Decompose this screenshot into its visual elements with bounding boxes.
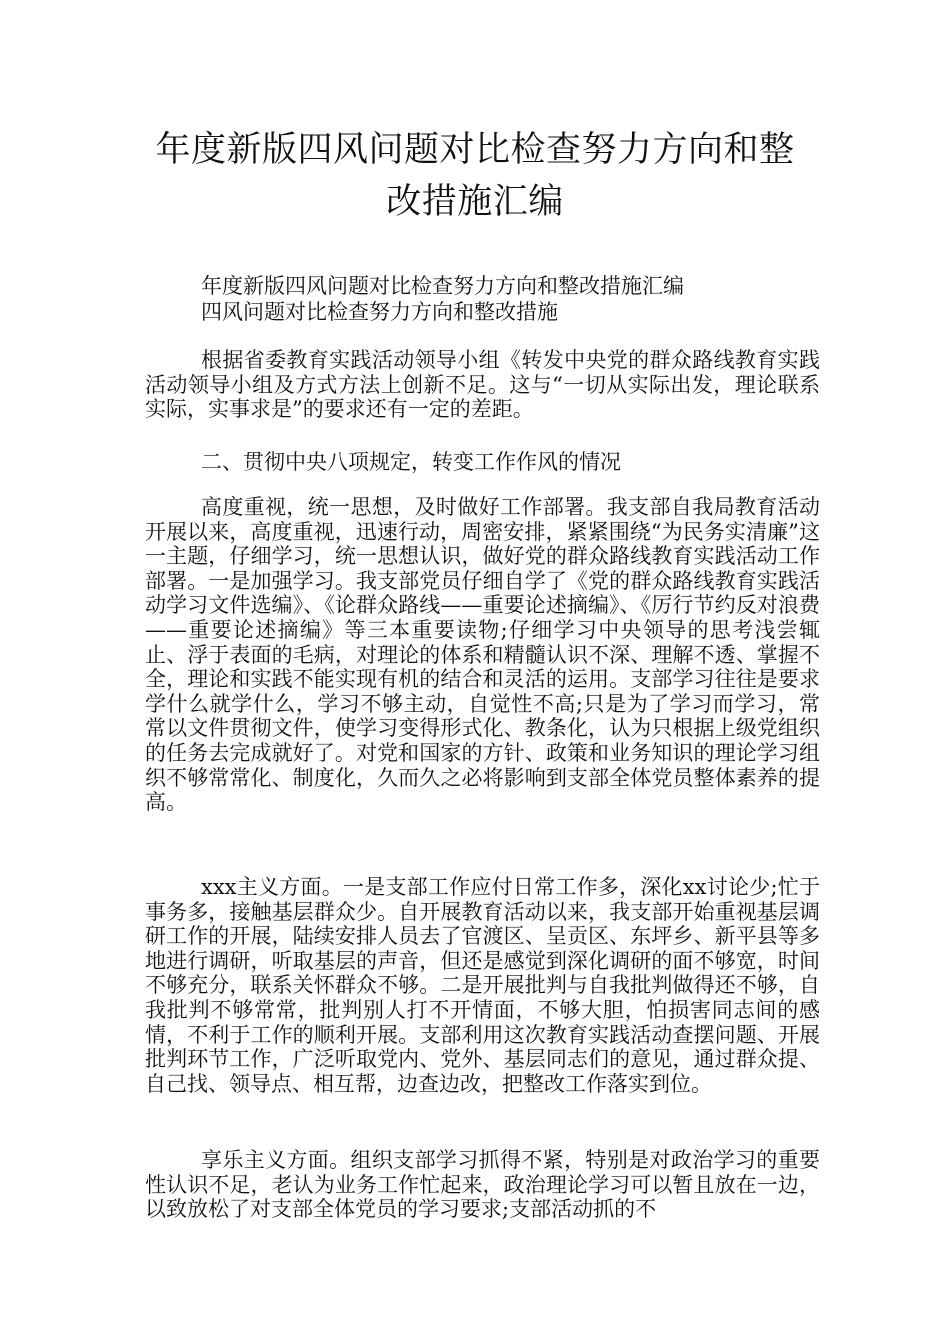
paragraph-4: 享乐主义方面。组织支部学习抓得不紧，特别是对政治学习的重要性认识不足，老认为业务工作忙起来，政治理论学习可以暂且放在一边，以致放松了对支部全体党员的学习要求;支部活动抓的不 (145, 1148, 820, 1222)
paragraph-1: 根据省委教育实践活动领导小组《转发中央党的群众路线教育实践活动领导小组及方式方法上创新不足。这与“一切从实际出发，理论联系实际，实事求是”的要求还有一定的差距。 (145, 348, 820, 422)
document-subtitle-1: 年度新版四风问题对比检查努力方向和整改措施汇编 (201, 274, 684, 298)
paragraph-2: 高度重视，统一思想，及时做好工作部署。我支部自我局教育活动开展以来，高度重视，迅速行动，周密安排，紧紧围绕“为民务实清廉”这一主题，仔细学习，统一思想认识，做好党的群众路线教育实践活动工作部署。一是加强学习。我支部党员仔细自学了《党的群众路线教育实践活动学习文件选编》、《论群众路线——重要论述摘编》、《厉行节约反对浪费——重要论述摘编》等三本重要读物;仔细学习中央领导的思考浅尝辄止、浮于表面的毛病，对理论的体系和精髓认识不深、理解不透、掌握不全，理论和实践不能实现有机的结合和灵活的运用。支部学习往往是要求学什么就学什么，学习不够主动，自觉性不高;只是为了学习而学习，常常以文件贯彻文件，使学习变得形式化、教条化，认为只根据上级党组织的任务去完成就好了。对党和国家的方针、政策和业务知识的理论学习组织不够常常化、制度化，久而久之必将影响到支部全体党员整体素养的提高。 (145, 495, 820, 815)
document-title: 年度新版四风问题对比检查努力方向和整改措施汇编 (155, 130, 795, 222)
document-subtitle-2: 四风问题对比检查努力方向和整改措施 (201, 300, 558, 324)
paragraph-3: xxx主义方面。一是支部工作应付日常工作多，深化xx讨论少;忙于事务多，接触基层群众少。自开展教育活动以来，我支部开始重视基层调研工作的开展，陆续安排人员去了官渡区、呈贡区、东坪乡、新平县等多地进行调研，听取基层的声音，但还是感觉到深化调研的面不够宽，时间不够充分，联系关怀群众不够。二是开展批判与自我批判做得还不够，自我批判不够常常，批判别人打不开情面，不够大胆，怕损害同志间的感情，不利于工作的顺利开展。支部利用这次教育实践活动查摆问题、开展批判环节工作，广泛听取党内、党外、基层同志们的意见，通过群众提、自己找、领导点、相互帮，边查边改，把整改工作落实到位。 (145, 875, 820, 1096)
section-heading: 二、贯彻中央八项规定，转变工作作风的情况 (201, 450, 621, 474)
